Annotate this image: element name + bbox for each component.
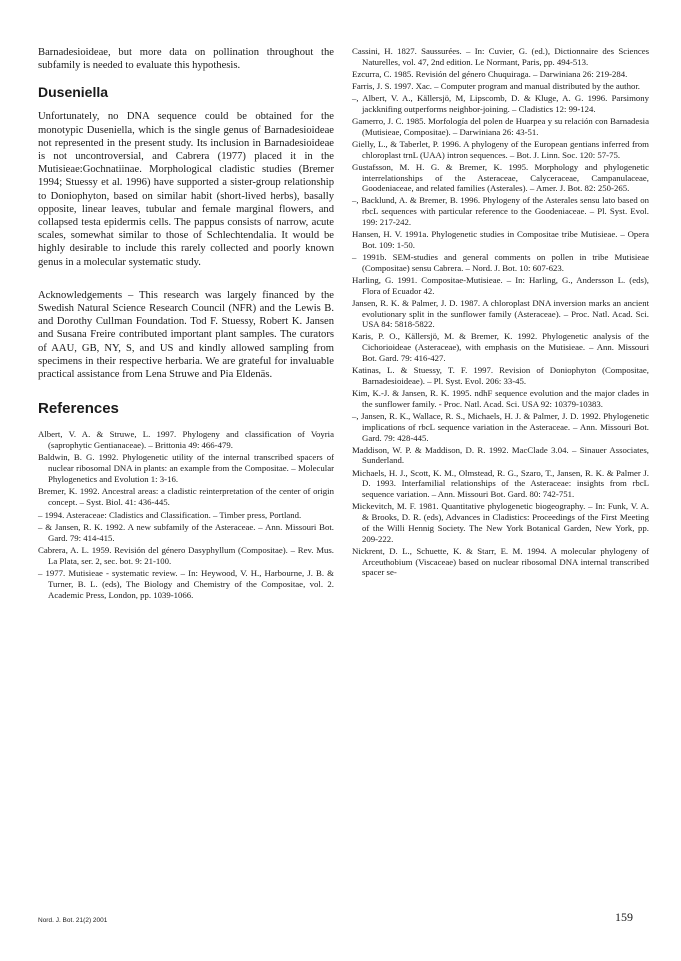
reference-item: –, Jansen, R. K., Wallace, R. S., Michaels, H. J. & Palmer, J. D. 1992. Phylogenetic implications of rbcL sequence variation in the Asteraceae. – Ann. Missouri Bot. Gard. 79: 428-445.: [352, 410, 649, 443]
reference-item: –, Albert, V. A., Källersjö, M, Lipscomb, D. & Kluge, A. G. 1996. Parsimony jackknifing outperforms neighbor-joining. – Cladistics 12: 99-124.: [352, 93, 649, 114]
left-column: [38, 46, 334, 602]
acknowledgements-paragraph: Acknowledgements – This research was largely financed by the Swedish Natural Science Research Council (NFR) and the Lewis B. and Dorothy Cullman Foundation. Tod F. Stuessy, Robert K. Jansen and Susana Freire contributed important plant samples. The curators of AAU, GB, NY, S, and US and kindly allowed sampling from specimens in their respective herbaria. We are grateful for invaluable practical assistance from Lena Struwe and Pia Eldenäs.: [38, 289, 334, 381]
reference-item: Baldwin, B. G. 1992. Phylogenetic utility of the internal transcribed spacers of nuclear ribosomal DNA in plants: an example from the Compositae. – Molecular Phylogenetics and Evolution 1: 3-16.: [38, 452, 334, 485]
reference-item: Mickevitch, M. F. 1981. Quantitative phylogenetic biogeography. – In: Funk, V. A. & Brooks, D. R. (eds), Advances in Cladistics: Proceedings of the First Meeting of the Willi Hennig Society. The New York Botanical Garden, New York, pp. 209-222.: [352, 501, 649, 544]
reference-item: Michaels, H. J., Scott, K. M., Olmstead, R. G., Szaro, T., Jansen, R. K. & Palmer J. D. 1993. Interfamilial relationships of the Asteraceae: insights from rbcL sequence variation. – Ann. Missouri Bot. Gard. 80: 742-751.: [352, 467, 649, 500]
reference-item: Farris, J. S. 1997. Xac. – Computer program and manual distributed by the author.: [352, 80, 640, 91]
reference-item: Jansen, R. K. & Palmer, J. D. 1987. A chloroplast DNA inversion marks an ancient evolutionary split in the sunflower family (Asteraceae). – Proc. Natl. Acad. Sci. USA 84: 5818-5822.: [352, 297, 649, 330]
left-reference-list: [38, 429, 334, 600]
reference-item: Bremer, K. 1992. Ancestral areas: a cladistic reinterpretation of the center of origin concept. – Syst. Biol. 41: 436-445.: [38, 486, 334, 508]
intro-paragraph: Barnadesioideae, but more data on pollination throughout the subfamily is needed to evaluate this hypothesis.: [38, 47, 334, 72]
references-heading: References: [38, 400, 119, 418]
reference-item: –, Backlund, A. & Bremer, B. 1996. Phylogeny of the Asterales sensu lato based on rbcL sequences with particular reference to the Goodeniaceae. – Pl. Syst. Evol. 199: 217-242.: [352, 195, 649, 228]
reference-item: – & Jansen, R. K. 1992. A new subfamily of the Asteraceae. – Ann. Missouri Bot. Gard. 79: 414-415.: [38, 521, 334, 543]
right-column: [352, 46, 649, 579]
section-heading: Duseniella: [38, 84, 109, 101]
reference-item: Gustafsson, M. H. G. & Bremer, K. 1995. Morphology and phylogenetic interrelationships of the Asteraceae, Calyceraceae, Campanulaceae, Goodeniaceae, and related families (Asterales). – Amer. J. Bot. 82: 250-265.: [352, 161, 649, 194]
reference-item: Katinas, L. & Stuessy, T. F. 1997. Revision of Doniophyton (Compositae, Barnadesioideae). – Pl. Syst. Evol. 206: 33-45.: [352, 365, 649, 386]
reference-item: Maddison, W. P. & Maddison, D. R. 1992. MacClade 3.04. – Sinauer Associates, Sunderland.: [352, 444, 649, 466]
reference-item: Harling, G. 1991. Compositae-Mutisieae. – In: Harling, G., Andersson L. (eds), Flora of Ecuador 42.: [352, 274, 649, 296]
reference-item: Gielly, L., & Taberlet, P. 1996. A phylogeny of the European gentians inferred from chloroplast trnL (UAA) intron sequences. – Bot. J. Linn. Soc. 120: 57-75.: [352, 138, 649, 160]
reference-item: Cassini, H. 1827. Saussurées. – In: Cuvier, G. (ed.), Dictionnaire des Sciences Naturelles, vol. 47, 2nd edition. Le Normant, Paris, pp. 494-513.: [352, 46, 649, 67]
reference-item: – 1994. Asteraceae: Cladistics and Classification. – Timber press, Portland.: [38, 509, 302, 520]
duseniella-paragraph: Unfortunately, no DNA sequence could be obtained for the monotypic Duseniella, which is the single genus of Barnadesioideae not represented in the present study. Its inclusion in Barnadesioideae is not uncontroversial, and Cabrera (1977) placed it in the Mutisieae:Gochnatiinae. Morphological cladistic studies (Bremer 1994; Stuessy et al. 1996) have supported a sister-group relationship to Doniophyton, based on similar habit (short-lived herbs), basally opposite, linear leaves, tubular and female marginal flowers, and collapsed testa epidermis cells. The pappus consists of narrow, acute scales, somewhat similar to those of Schlechtendalia. It would be highly desirable to include this rarely collected and poorly known genus in a molecular systematic study.: [38, 111, 334, 268]
reference-item: – 1991b. SEM-studies and general comments on pollen in tribe Mutisieae (Compositae) sensu Cabrera. – Nord. J. Bot. 10: 607-623.: [352, 252, 649, 273]
reference-item: Ezcurra, C. 1985. Revisión del género Chuquiraga. – Darwiniana 26: 219-284.: [352, 68, 628, 79]
reference-item: Gamerro, J. C. 1985. Morfología del polen de Huarpea y su relación con Barnadesia (Mutisieae, Compositae). – Darwiniana 26: 43-51.: [352, 115, 649, 137]
reference-item: Hansen, H. V. 1991a. Phylogenetic studies in Compositae tribe Mutisieae. – Opera Bot. 109: 1-50.: [352, 229, 649, 250]
reference-item: – 1977. Mutisieae - systematic review. – In: Heywood, V. H., Harbourne, J. B. & Turner, B. L. (eds), The Biology and Chemistry of the Compositae, vol. 2. Academic Press, London, pp. 1039-1066.: [38, 567, 334, 600]
right-reference-list: [352, 46, 649, 578]
page-number: 159: [615, 910, 633, 924]
journal-footer: Nord. J. Bot. 21(2) 2001: [38, 917, 108, 924]
reference-item: Karis, P. O., Källersjö, M. & Bremer, K. 1992. Phylogenetic analysis of the Cichorioideae (Asteraceae), with emphasis on the Mutisieae. – Ann. Missouri Bot. Gard. 79: 416-427.: [352, 331, 649, 364]
reference-item: Albert, V. A. & Struwe, L. 1997. Phylogeny and classification of Voyria (saprophytic Gentianaceae). – Brittonia 49: 466-479.: [38, 429, 334, 451]
reference-item: Kim, K.-J. & Jansen, R. K. 1995. ndhF sequence evolution and the major clades in the sunflower family. - Proc. Natl. Acad. Sci. USA 92: 10379-10383.: [352, 388, 649, 409]
reference-item: Cabrera, A. L. 1959. Revisión del género Dasyphyllum (Compositae). – Rev. Mus. La Plata, ser. 2, sec. bot. 9: 21-100.: [38, 544, 334, 566]
reference-item: Nickrent, D. L., Schuette, K. & Starr, E. M. 1994. A molecular phylogeny of Arceuthobium (Viscaceae) based on nuclear ribosomal DNA internal transcribed spacer se-: [352, 545, 649, 578]
